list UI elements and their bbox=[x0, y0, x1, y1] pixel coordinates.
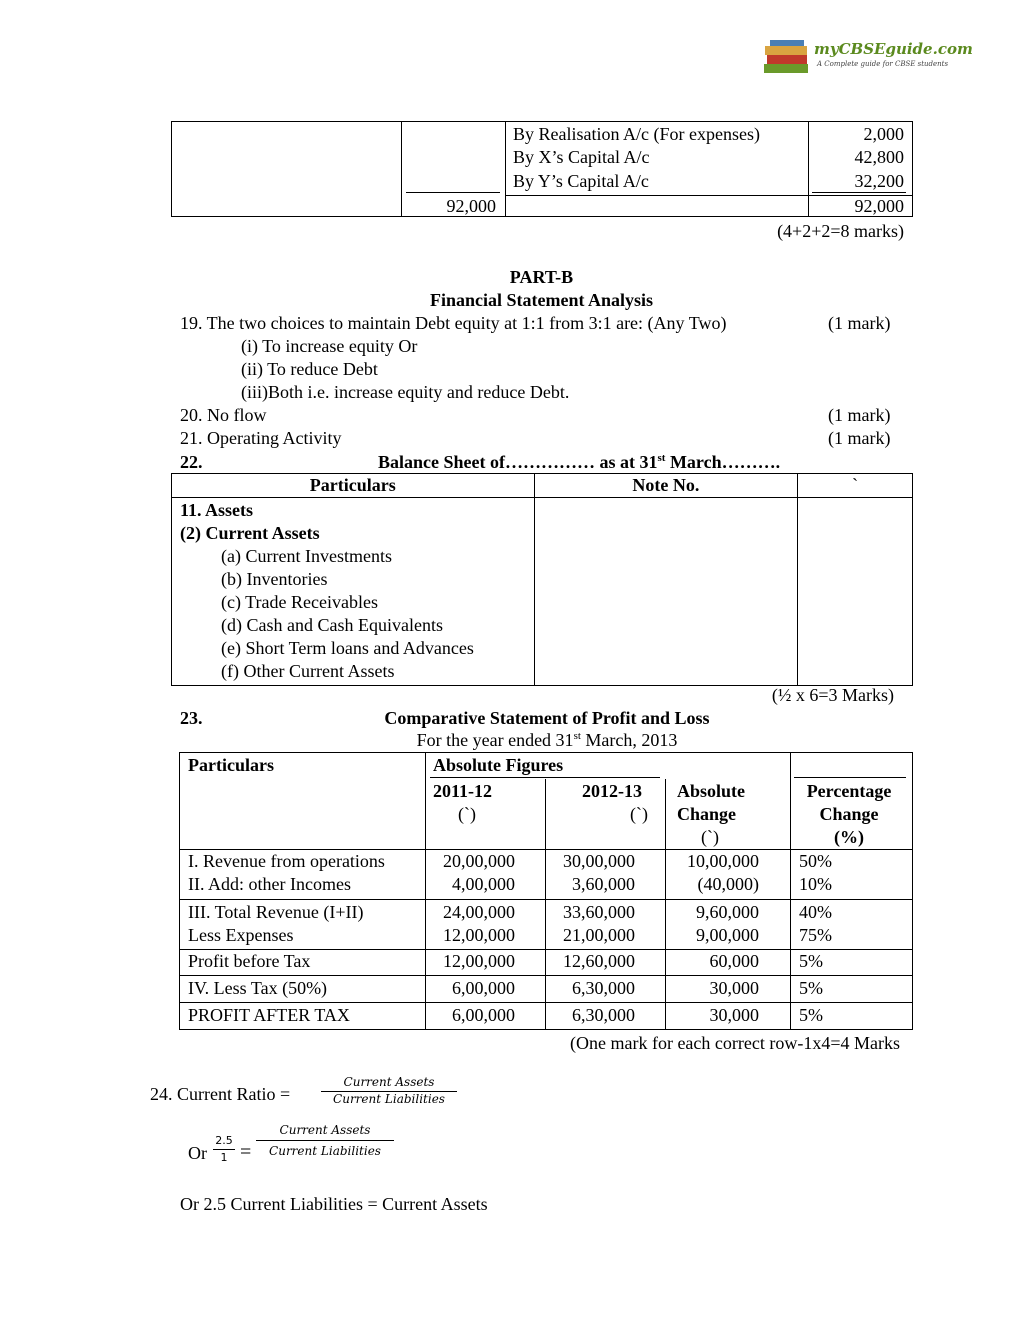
table-row-amount: 2,000 bbox=[863, 124, 904, 144]
row-absolute-change: 10,00,000 bbox=[687, 851, 759, 871]
logo-name: myCBSEguide.com bbox=[814, 40, 973, 58]
right-total: 92,000 bbox=[854, 196, 904, 216]
row-percentage-change: 5% bbox=[799, 951, 823, 971]
site-logo bbox=[762, 36, 973, 78]
table-row: By X’s Capital A/c bbox=[513, 147, 650, 167]
col-2012-13: 2012-13 bbox=[582, 781, 642, 801]
table-row: By Realisation A/c (For expenses) bbox=[513, 124, 760, 144]
row-2012-13: 12,60,000 bbox=[563, 951, 635, 971]
row-particulars: IV. Less Tax (50%) bbox=[188, 978, 328, 998]
col-absolute-figures: Absolute Figures bbox=[433, 755, 564, 775]
q18-marks: (4+2+2=8 marks) bbox=[777, 221, 904, 241]
row-percentage-change: 5% bbox=[799, 978, 823, 998]
row-particulars: III. Total Revenue (I+II) bbox=[188, 902, 364, 922]
ratio-fraction: 2.5 1 bbox=[213, 1133, 235, 1166]
row-particulars: II. Add: other Incomes bbox=[188, 874, 351, 894]
current-ratio-fraction: Current Assets Current Liabilities bbox=[321, 1075, 457, 1107]
row-2011-12: 4,00,000 bbox=[452, 874, 515, 894]
comparative-statement-table: Particulars Absolute Figures 2011-12 (`) 2012-13 (`) Absolute Change (`) Percentage Change (%) I. Revenue from operations 20,00,000 30,00,000 10,00,000 50% II. Add: other Incomes 4,00,000 3,60,000 (40,000) 10% III. Total Revenue (I+II) 24,00,000 33,60,000 9,60,000 40% Less Expenses 12,00,000 21,00,000 9,00,000 75% Profit before Tax 12,00,000 12,60,000 60,000 5% IV. Less Tax (50%) 6,00,000 6,30,000 30,000 5% PROFIT AFTER TAX 6,00,000 6,30,000 30,000 5% bbox=[179, 752, 913, 1030]
row-2011-12: 6,00,000 bbox=[452, 978, 515, 998]
row-2011-12: 12,00,000 bbox=[443, 951, 515, 971]
row-absolute-change: 60,000 bbox=[709, 951, 759, 971]
row-2012-13: 3,60,000 bbox=[572, 874, 635, 894]
col-unit: (`) bbox=[701, 827, 719, 847]
q24-or: Or bbox=[188, 1143, 207, 1163]
row-percentage-change: 75% bbox=[799, 925, 832, 945]
left-total-rule bbox=[406, 192, 500, 193]
row-absolute-change: (40,000) bbox=[697, 874, 759, 894]
realisation-account-table bbox=[171, 121, 913, 217]
balance-sheet-table bbox=[171, 473, 913, 686]
row-absolute-change: 30,000 bbox=[709, 978, 759, 998]
q21-marks: (1 mark) bbox=[828, 428, 891, 448]
bs-row: (a) Current Investments bbox=[221, 546, 392, 567]
q22-marks: (½ x 6=3 Marks) bbox=[771, 685, 894, 705]
part-title: PART-B bbox=[509, 267, 574, 287]
q19-item: (ii) To reduce Debt bbox=[241, 359, 378, 379]
row-absolute-change: 30,000 bbox=[709, 1005, 759, 1025]
q20-marks: (1 mark) bbox=[828, 405, 891, 425]
row-2012-13: 30,00,000 bbox=[563, 851, 635, 871]
row-percentage-change: 40% bbox=[799, 902, 832, 922]
row-2011-12: 20,00,000 bbox=[443, 851, 515, 871]
row-particulars: PROFIT AFTER TAX bbox=[188, 1005, 350, 1025]
row-2011-12: 12,00,000 bbox=[443, 925, 515, 945]
q23-subtitle: For the year ended 31st March, 2013 bbox=[416, 730, 678, 750]
bs-row-bold: 11. Assets bbox=[180, 500, 254, 521]
row-percentage-change: 10% bbox=[799, 874, 832, 894]
table-row-amount: 32,200 bbox=[854, 171, 904, 191]
assets-liabilities-fraction: Current Assets Current Liabilities bbox=[256, 1120, 394, 1162]
bs-row: (b) Inventories bbox=[221, 569, 328, 590]
q22-heading: Balance Sheet of…………… as at 31st March………. bbox=[378, 452, 781, 472]
row-2012-13: 6,30,000 bbox=[572, 978, 635, 998]
col-unit: (`) bbox=[630, 804, 648, 824]
col-percentage-change: Percentage bbox=[806, 781, 892, 801]
col-unit: (`) bbox=[458, 804, 476, 824]
bs-row-bold: (2) Current Assets bbox=[180, 523, 320, 544]
row-absolute-change: 9,00,000 bbox=[696, 925, 759, 945]
bs-row: (e) Short Term loans and Advances bbox=[221, 638, 474, 659]
q19-text: 19. The two choices to maintain Debt equity at 1:1 from 3:1 are: (Any Two) bbox=[180, 313, 727, 333]
logo-tagline: A Complete guide for CBSE students bbox=[817, 60, 949, 68]
equals-sign: = bbox=[240, 1141, 252, 1163]
row-particulars: I. Revenue from operations bbox=[188, 851, 385, 871]
q21-text: 21. Operating Activity bbox=[180, 428, 342, 448]
row-percentage-change: 5% bbox=[799, 1005, 823, 1025]
row-2012-13: 21,00,000 bbox=[563, 925, 635, 945]
col-2011-12: 2011-12 bbox=[433, 781, 493, 801]
col-amount: ` bbox=[798, 474, 913, 498]
q23-title: Comparative Statement of Profit and Loss bbox=[384, 708, 710, 728]
col-particulars: Particulars bbox=[188, 755, 274, 775]
q23-marks: (One mark for each correct row-1x4=4 Marks bbox=[569, 1033, 900, 1053]
q19-item: (iii)Both i.e. increase equity and reduce Debt. bbox=[241, 382, 570, 402]
q24-conclusion: Or 2.5 Current Liabilities = Current Assets bbox=[180, 1194, 488, 1214]
q20-text: 20. No flow bbox=[180, 405, 267, 425]
row-2011-12: 24,00,000 bbox=[443, 902, 515, 922]
row-2011-12: 6,00,000 bbox=[452, 1005, 515, 1025]
row-particulars: Less Expenses bbox=[188, 925, 294, 945]
left-total: 92,000 bbox=[446, 196, 496, 216]
bs-row: (f) Other Current Assets bbox=[221, 661, 395, 682]
q22-number: 22. bbox=[180, 452, 203, 472]
bs-row: (c) Trade Receivables bbox=[221, 592, 378, 613]
q24-label: 24. Current Ratio = bbox=[150, 1084, 291, 1104]
q19-marks: (1 mark) bbox=[828, 313, 891, 333]
table-row: By Y’s Capital A/c bbox=[513, 171, 649, 191]
q19-item: (i) To increase equity Or bbox=[241, 336, 418, 356]
col-note-no: Note No. bbox=[534, 474, 798, 498]
row-percentage-change: 50% bbox=[799, 851, 832, 871]
books-icon bbox=[762, 38, 812, 76]
row-2012-13: 33,60,000 bbox=[563, 902, 635, 922]
row-particulars: Profit before Tax bbox=[188, 951, 311, 971]
col-absolute-change: Absolute bbox=[677, 781, 746, 801]
part-subtitle: Financial Statement Analysis bbox=[429, 290, 653, 310]
table-row-amount: 42,800 bbox=[854, 147, 904, 167]
q23-number: 23. bbox=[180, 708, 203, 728]
col-particulars: Particulars bbox=[172, 474, 535, 498]
row-absolute-change: 9,60,000 bbox=[696, 902, 759, 922]
row-2012-13: 6,30,000 bbox=[572, 1005, 635, 1025]
bs-row: (d) Cash and Cash Equivalents bbox=[221, 615, 443, 636]
